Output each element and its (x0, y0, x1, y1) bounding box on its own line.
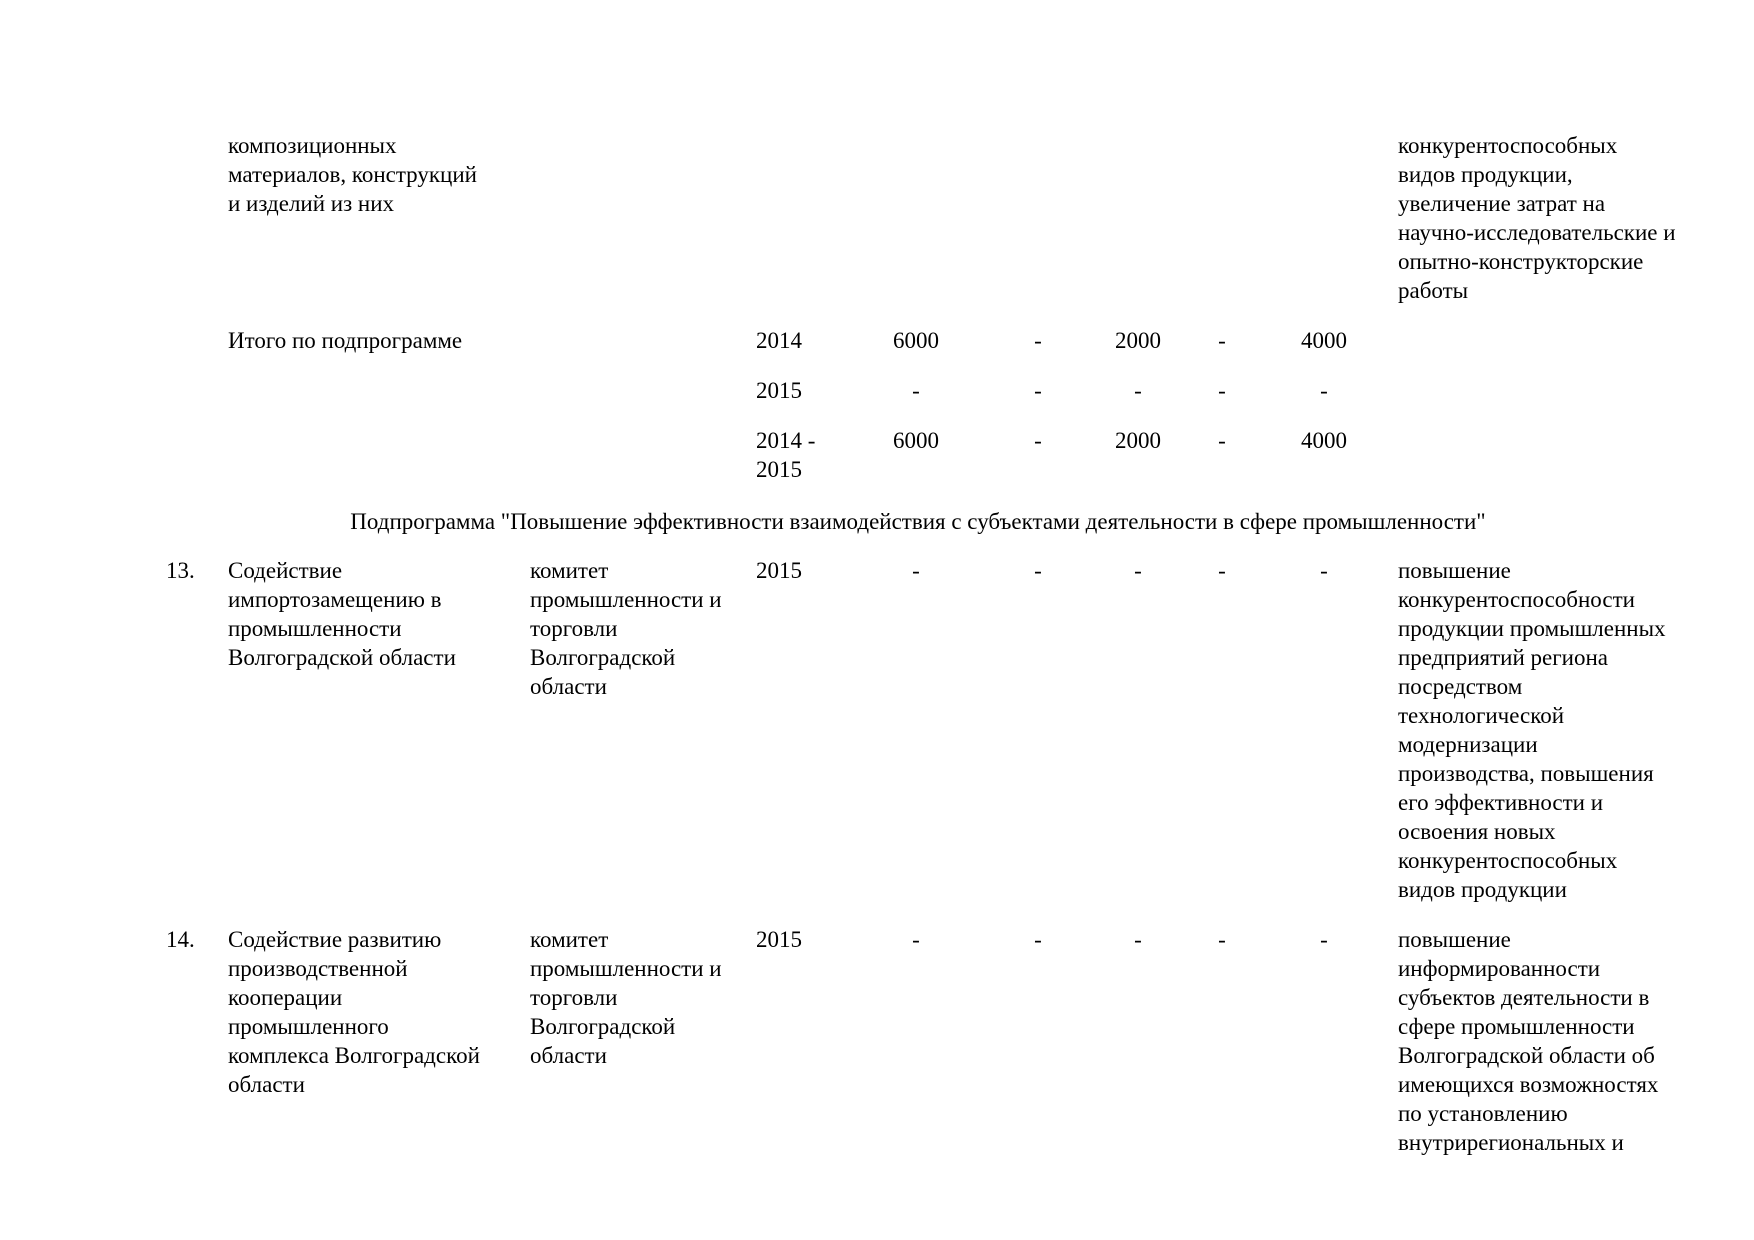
measure-name-cell: Содействие развитию производственной кооперации промышленного комплекса Волгоградской области (228, 927, 480, 1097)
year-cell: 2015 (756, 558, 802, 583)
subtotal-value: 2000 (1115, 428, 1161, 453)
subtotal-value: 2000 (1115, 328, 1161, 353)
subtotal-value: 4000 (1301, 428, 1347, 453)
value-cell: - (1034, 558, 1042, 583)
executor-cell: комитет промышленности и торговли Волгоградской области (530, 558, 722, 699)
subtotal-value: - (1034, 328, 1042, 353)
value-cell: - (1034, 927, 1042, 952)
value-cell: - (1320, 558, 1328, 583)
subtotal-year: 2015 (756, 378, 802, 403)
row-number: 14. (166, 927, 195, 952)
continuation-name-cell: композиционных материалов, конструкций и изделий из них (228, 133, 477, 216)
subtotal-value: - (1218, 428, 1226, 453)
value-cell: - (1134, 558, 1142, 583)
value-cell: - (1320, 927, 1328, 952)
value-cell: - (1134, 927, 1142, 952)
row-number: 13. (166, 558, 195, 583)
subtotal-value: 6000 (893, 328, 939, 353)
subtotal-value: - (912, 378, 920, 403)
subtotal-label: Итого по подпрограмме (228, 328, 463, 353)
subtotal-value: 4000 (1301, 328, 1347, 353)
measure-name-cell: Содействие импортозамещению в промышленности Волгоградской области (228, 558, 456, 670)
subtotal-value: - (1218, 378, 1226, 403)
value-cell: - (912, 558, 920, 583)
subtotal-value: - (1134, 378, 1142, 403)
subtotal-value: 6000 (893, 428, 939, 453)
subtotal-year: 2014 (756, 328, 802, 353)
year-cell: 2015 (756, 927, 802, 952)
result-cell: повышение конкурентоспособности продукции промышленных предприятий региона посредством технологической модернизации производства, повышения его эффективности и освоения новых конкурентоспособных видов продукции (1398, 558, 1666, 902)
value-cell: - (1218, 927, 1226, 952)
subprogram-title: Подпрограмма "Повышение эффективности взаимодействия с субъектами деятельности в сфере промышленности" (350, 509, 1486, 534)
subtotal-value: - (1320, 378, 1328, 403)
subtotal-value: - (1034, 428, 1042, 453)
executor-cell: комитет промышленности и торговли Волгоградской области (530, 927, 722, 1068)
subtotal-value: - (1218, 328, 1226, 353)
subtotal-year: 2014 - 2015 (756, 428, 816, 482)
continuation-result-cell: конкурентоспособных видов продукции, увеличение затрат на научно-исследовательские и опытно-конструкторские работы (1398, 133, 1676, 303)
subtotal-value: - (1034, 378, 1042, 403)
result-cell: повышение информированности субъектов деятельности в сфере промышленности Волгоградской области об имеющихся возможностях по установлению внутрирегиональных и (1398, 927, 1659, 1155)
value-cell: - (1218, 558, 1226, 583)
value-cell: - (912, 927, 920, 952)
